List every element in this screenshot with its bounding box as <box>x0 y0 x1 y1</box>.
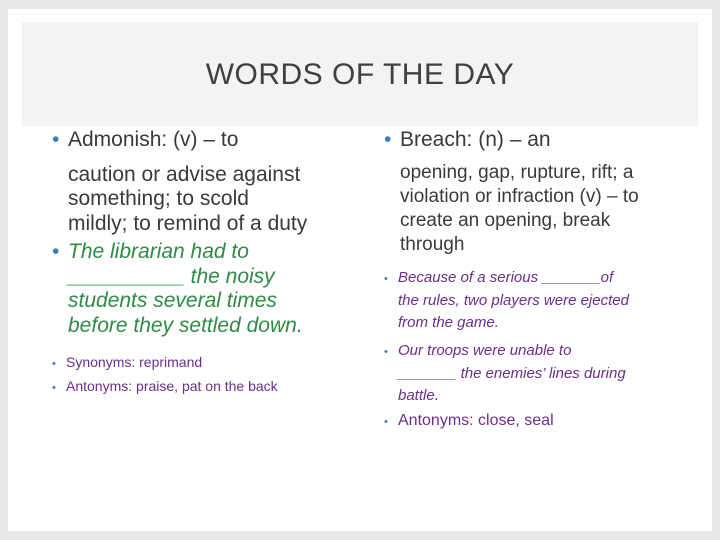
admonish-example <box>52 240 362 338</box>
definition-line: through <box>400 233 465 255</box>
bullet-icon: • <box>384 128 392 151</box>
definition-line: something; to scold <box>68 187 249 210</box>
antonyms-text: Antonyms: praise, pat on the back <box>66 378 278 394</box>
definition-line: mildly; to remind of a duty <box>68 211 308 235</box>
bullet-icon: • <box>384 415 388 428</box>
bullet-icon: • <box>384 345 388 358</box>
left-column <box>52 128 362 398</box>
definition-line: caution or advise against <box>68 162 301 186</box>
example-line: battle. <box>398 386 439 404</box>
bullet-icon: • <box>52 240 60 263</box>
bullet-icon: • <box>52 128 60 151</box>
example-line: from the game. <box>398 313 499 331</box>
admonish-antonyms <box>52 376 362 398</box>
definition-line: violation or infraction (v) – to <box>400 185 639 207</box>
term-label: Admonish: (v) – to <box>68 128 239 151</box>
synonyms-text: Synonyms: reprimand <box>66 354 203 370</box>
definition-line: create an opening, break <box>400 209 611 231</box>
slide-title: WORDS OF THE DAY <box>205 58 515 91</box>
example-line: The librarian had to <box>68 240 249 263</box>
example-line: _______ the enemies’ lines during <box>398 364 626 382</box>
antonyms-text: Antonyms: close, seal <box>398 411 554 429</box>
breach-term <box>384 128 704 153</box>
example-line: Our troops were unable to <box>398 341 572 359</box>
admonish-synonyms <box>52 352 362 374</box>
admonish-definition <box>52 163 362 237</box>
example-line: the rules, two players were ejected <box>398 291 629 309</box>
bullet-icon: • <box>52 358 56 370</box>
breach-example-2 <box>384 340 704 407</box>
bullet-icon: • <box>52 382 56 394</box>
breach-example-1 <box>384 267 704 334</box>
example-line: students several times <box>68 289 277 312</box>
example-line: before they settled down. <box>68 313 303 337</box>
bullet-icon: • <box>384 272 388 285</box>
term-label: Breach: (n) – an <box>400 128 551 151</box>
right-column <box>384 128 704 432</box>
example-line: __________ the noisy <box>68 264 275 288</box>
definition-line: opening, gap, rupture, rift; a <box>400 161 634 183</box>
admonish-term <box>52 128 362 153</box>
breach-definition <box>384 161 704 257</box>
breach-antonyms <box>384 411 704 432</box>
title-band <box>22 22 698 126</box>
example-line: Because of a serious _______of <box>398 268 614 286</box>
